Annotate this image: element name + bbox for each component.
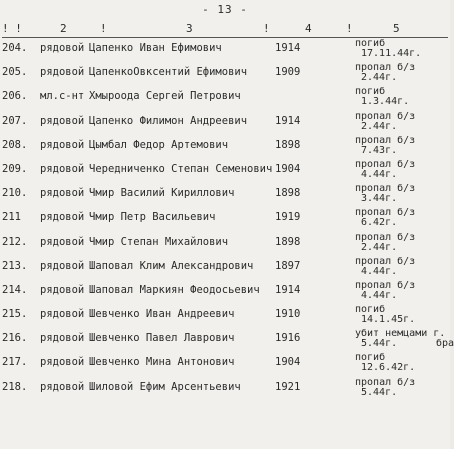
row-number: 218. <box>2 380 28 393</box>
row-status-date: 17.11.44г. <box>361 48 422 59</box>
row-rank: рядовой <box>40 356 85 369</box>
row-status: погиб <box>355 38 386 49</box>
row-name: Цапенко Иван Ефимович <box>89 42 222 54</box>
row-number: 209. <box>2 162 28 175</box>
row-status: пропал б/з <box>355 207 416 219</box>
row-status-date: 3.44г. <box>361 193 398 205</box>
row-rank: рядовой <box>40 308 85 321</box>
row-status: пропал б/з <box>355 255 416 267</box>
row-status-date: 7.43г. <box>361 144 398 156</box>
row-status: погиб <box>355 304 386 316</box>
table-row <box>0 184 450 208</box>
row-number: 205. <box>2 66 28 79</box>
row-status-date: 2.44г. <box>361 241 398 253</box>
row-number: 215. <box>2 308 28 321</box>
row-status: пропал б/з <box>355 158 416 170</box>
row-name: Шаповал Клим Александрович <box>89 259 254 272</box>
row-name: Хмыроода Сергей Петрович <box>89 90 241 103</box>
row-status: пропал б/з <box>355 376 416 388</box>
row-number: 210. <box>2 187 28 200</box>
header-sep-left: ! ! <box>2 22 22 35</box>
row-status: пропал б/з <box>355 62 416 74</box>
row-birth-year: 1910 <box>275 308 301 321</box>
header-col-4: 4 <box>305 22 312 35</box>
row-birth-year: 1919 <box>275 211 301 224</box>
row-name: Шаповал Маркиян Феодосьевич <box>89 283 260 296</box>
row-birth-year: 1897 <box>275 259 301 272</box>
row-name: Чмир Степан Михайлович <box>89 235 229 248</box>
table-row <box>0 112 450 136</box>
row-status: пропал б/з <box>355 279 416 291</box>
row-status-date: 4.44г. <box>361 265 398 277</box>
row-rank: рядовой <box>40 114 85 127</box>
row-birth-year: 1898 <box>275 235 301 248</box>
row-rank: рядовой <box>40 259 85 272</box>
row-rank: рядовой <box>40 235 85 248</box>
header-sep-4: ! <box>346 22 353 35</box>
row-name: Шиловой Ефим Арсентьевич <box>89 380 241 393</box>
row-birth-year: 1909 <box>275 66 301 79</box>
row-rank: мл.с-нт <box>40 90 85 103</box>
row-rank: рядовой <box>40 332 85 345</box>
row-birth-year: 1914 <box>275 42 301 54</box>
header-sep-2: ! <box>100 22 107 35</box>
row-number: 214. <box>2 283 28 296</box>
row-status: пропал б/з <box>355 231 416 243</box>
row-rank: рядовой <box>40 138 85 151</box>
row-name: ЦапенкоОвксентий Ефимович <box>89 66 248 79</box>
row-birth-year: 1914 <box>275 114 301 127</box>
row-number: 216. <box>2 332 28 345</box>
row-status-extra: бра <box>436 338 454 350</box>
row-name: Шевченко Иван Андреевич <box>89 308 235 321</box>
row-status-date: 2.44г. <box>361 120 398 132</box>
table-row <box>0 233 450 257</box>
row-birth-year: 1904 <box>275 162 301 175</box>
row-status-date: 2.44г. <box>361 72 398 84</box>
table-row <box>0 136 450 160</box>
row-birth-year: 1898 <box>275 187 301 200</box>
table-row <box>0 160 450 184</box>
table-row <box>0 305 450 329</box>
header-col-2: 2 <box>60 22 67 35</box>
row-rank: рядовой <box>40 42 85 54</box>
row-name: Шевченко Павел Лаврович <box>89 332 235 345</box>
table-row <box>0 87 450 111</box>
row-number: 206. <box>2 90 28 103</box>
row-name: Чередниченко Степан Семенович <box>89 162 273 175</box>
row-status: пропал б/з <box>355 134 416 146</box>
row-rank: рядовой <box>40 187 85 200</box>
row-birth-year: 1904 <box>275 356 301 369</box>
row-name: Цапенко Филимон Андреевич <box>89 114 248 127</box>
table-row <box>0 328 454 353</box>
row-status-date: 12.6.42г. <box>361 362 416 374</box>
row-birth-year: 1914 <box>275 283 301 296</box>
row-number: 204. <box>2 42 28 54</box>
table-row <box>0 39 450 63</box>
row-name: Шевченко Мина Антонович <box>89 356 235 369</box>
row-number: 207. <box>2 114 28 127</box>
row-name: Цымбал Федор Артемович <box>89 138 229 151</box>
table-header <box>0 22 450 36</box>
row-status: убит немцами г. <box>355 328 446 340</box>
row-status-date: 14.1.45г. <box>361 314 416 326</box>
header-col-3: 3 <box>186 22 193 35</box>
row-name: Чмир Петр Васильевич <box>89 211 216 224</box>
row-status-date: 5.44г. <box>361 338 398 350</box>
header-sep-3: ! <box>263 22 270 35</box>
row-status: погиб <box>355 86 386 98</box>
table-row <box>0 208 450 232</box>
row-rank: рядовой <box>40 283 85 296</box>
row-number: 208. <box>2 138 28 151</box>
header-col-5: 5 <box>393 22 400 35</box>
row-rank: рядовой <box>40 380 85 393</box>
table-row <box>0 281 450 305</box>
table-body <box>0 38 454 402</box>
row-status-date: 4.44г. <box>361 168 398 180</box>
row-number: 217. <box>2 356 28 369</box>
row-rank: рядовой <box>40 162 85 175</box>
row-birth-year: 1898 <box>275 138 301 151</box>
row-name: Чмир Василий Кириллович <box>89 187 235 200</box>
row-status: пропал б/з <box>355 183 416 195</box>
row-birth-year: 1916 <box>275 332 301 345</box>
row-status-date: 1.3.44г. <box>361 96 410 108</box>
row-number: 213. <box>2 259 28 272</box>
row-birth-year: 1921 <box>275 380 301 393</box>
row-status-date: 6.42г. <box>361 217 398 229</box>
row-status: пропал б/з <box>355 110 416 122</box>
row-status-date: 5.44г. <box>361 386 398 398</box>
page-number: - 13 - <box>202 3 248 16</box>
table-row <box>0 63 450 87</box>
table-row <box>0 378 450 402</box>
row-rank: рядовой <box>40 66 85 79</box>
row-status-date: 4.44г. <box>361 289 398 301</box>
table-row <box>0 353 450 377</box>
row-rank: рядовой <box>40 211 85 224</box>
row-status: погиб <box>355 352 386 364</box>
row-number: 212. <box>2 235 28 248</box>
row-number: 211 <box>2 211 21 224</box>
table-row <box>0 257 450 281</box>
